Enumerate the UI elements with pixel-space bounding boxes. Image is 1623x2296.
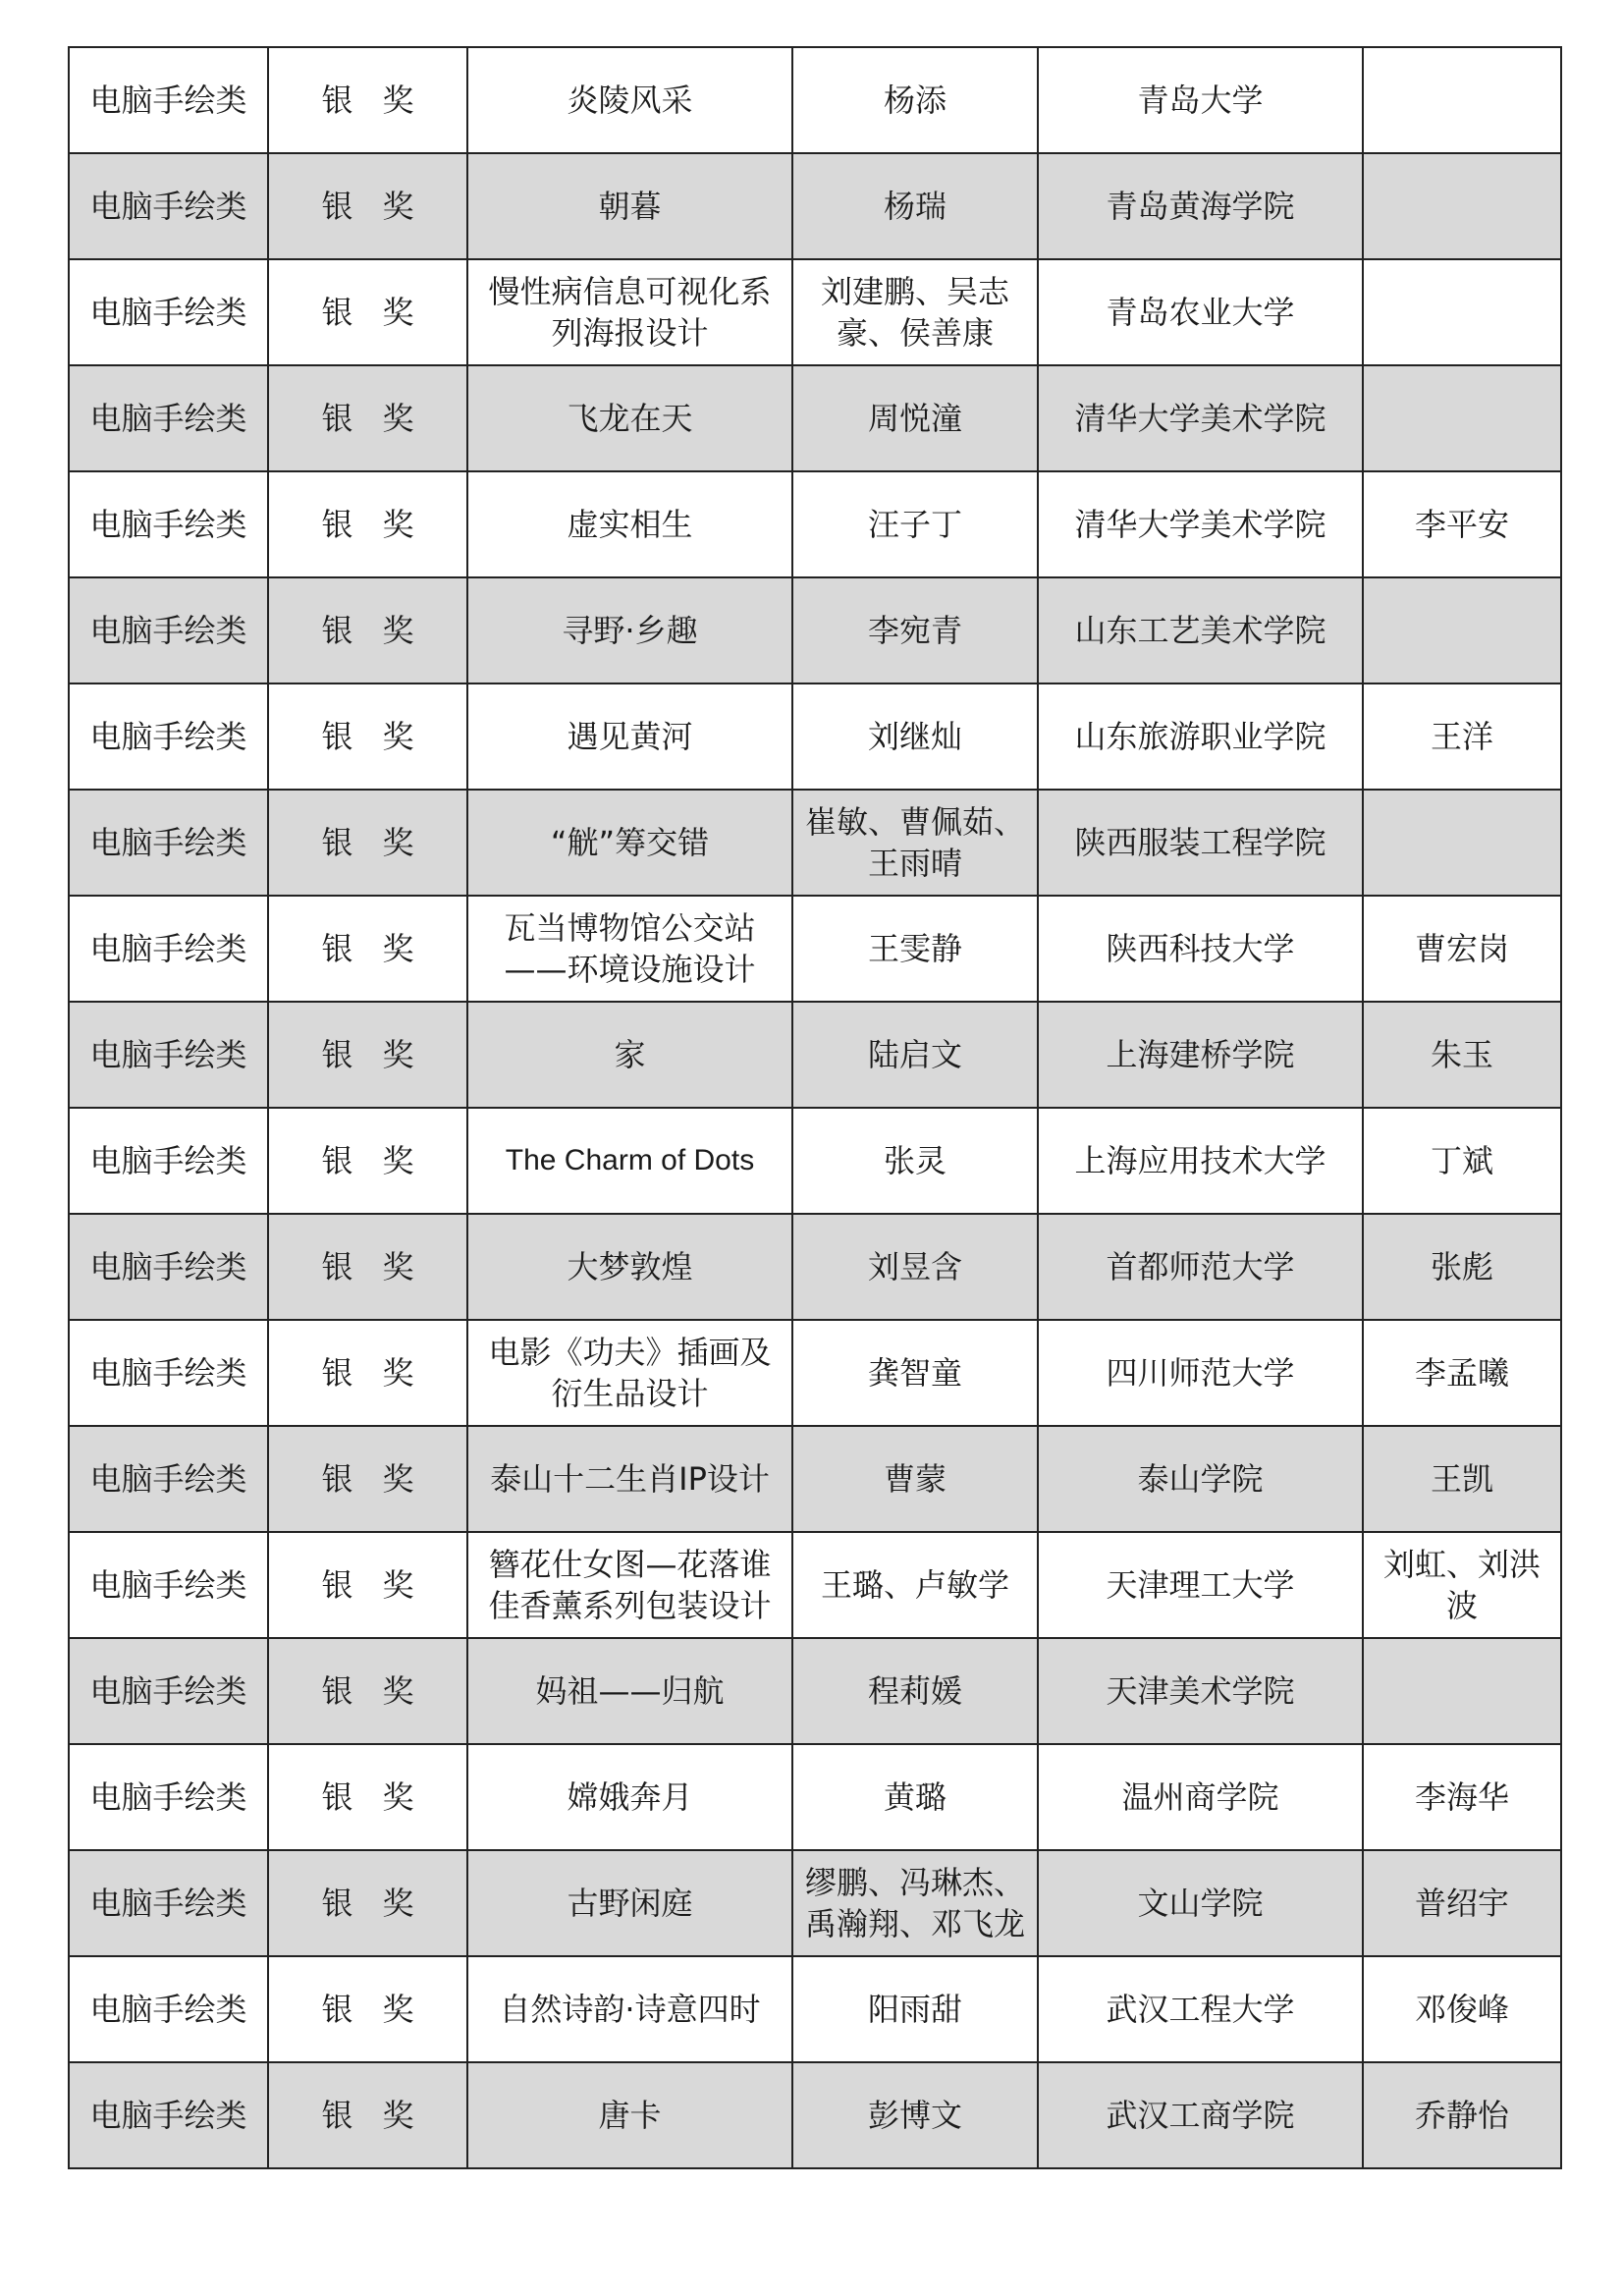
table-row — [69, 1638, 1561, 1744]
table-row — [69, 365, 1561, 471]
award-cell: 银奖 — [268, 259, 467, 365]
category-cell: 电脑手绘类 — [69, 683, 268, 790]
advisor-cell: 普绍宇 — [1363, 1850, 1561, 1956]
table-row — [69, 1956, 1561, 2062]
school-cell: 武汉工商学院 — [1038, 2062, 1363, 2168]
school-cell: 四川师范大学 — [1038, 1320, 1363, 1426]
award-cell: 银奖 — [268, 1214, 467, 1320]
school-cell: 首都师范大学 — [1038, 1214, 1363, 1320]
award-cell: 银奖 — [268, 2062, 467, 2168]
work-title-cell: 虚实相生 — [467, 471, 792, 577]
category-cell: 电脑手绘类 — [69, 1320, 268, 1426]
advisor-cell: 张彪 — [1363, 1214, 1561, 1320]
category-cell: 电脑手绘类 — [69, 47, 268, 153]
work-title-cell: 寻野·乡趣 — [467, 577, 792, 683]
table-row — [69, 577, 1561, 683]
school-cell: 天津理工大学 — [1038, 1532, 1363, 1638]
category-cell: 电脑手绘类 — [69, 1532, 268, 1638]
author-cell: 王璐、卢敏学 — [792, 1532, 1038, 1638]
advisor-cell — [1363, 153, 1561, 259]
table-row — [69, 1214, 1561, 1320]
school-cell: 青岛大学 — [1038, 47, 1363, 153]
author-cell: 张灵 — [792, 1108, 1038, 1214]
advisor-cell: 刘虹、刘洪波 — [1363, 1532, 1561, 1638]
table-row — [69, 683, 1561, 790]
table-row — [69, 1532, 1561, 1638]
work-title-cell: 遇见黄河 — [467, 683, 792, 790]
work-title-cell: 大梦敦煌 — [467, 1214, 792, 1320]
work-title-cell: 慢性病信息可视化系列海报设计 — [467, 259, 792, 365]
category-cell: 电脑手绘类 — [69, 1426, 268, 1532]
advisor-cell: 王洋 — [1363, 683, 1561, 790]
advisor-cell: 王凯 — [1363, 1426, 1561, 1532]
author-cell: 刘继灿 — [792, 683, 1038, 790]
school-cell: 武汉工程大学 — [1038, 1956, 1363, 2062]
award-cell: 银奖 — [268, 1002, 467, 1108]
author-cell: 程莉媛 — [792, 1638, 1038, 1744]
work-title-cell: 家 — [467, 1002, 792, 1108]
award-cell: 银奖 — [268, 153, 467, 259]
award-cell: 银奖 — [268, 1638, 467, 1744]
author-cell: 曹蒙 — [792, 1426, 1038, 1532]
category-cell: 电脑手绘类 — [69, 365, 268, 471]
school-cell: 温州商学院 — [1038, 1744, 1363, 1850]
award-table — [68, 46, 1562, 2169]
school-cell: 文山学院 — [1038, 1850, 1363, 1956]
author-cell: 汪子丁 — [792, 471, 1038, 577]
author-cell: 杨添 — [792, 47, 1038, 153]
school-cell: 清华大学美术学院 — [1038, 365, 1363, 471]
advisor-cell — [1363, 577, 1561, 683]
table-row — [69, 153, 1561, 259]
school-cell: 天津美术学院 — [1038, 1638, 1363, 1744]
award-cell: 银奖 — [268, 1532, 467, 1638]
school-cell: 陕西科技大学 — [1038, 896, 1363, 1002]
school-cell: 青岛农业大学 — [1038, 259, 1363, 365]
author-cell: 刘昱含 — [792, 1214, 1038, 1320]
award-cell: 银奖 — [268, 896, 467, 1002]
award-cell: 银奖 — [268, 47, 467, 153]
award-cell: 银奖 — [268, 1426, 467, 1532]
author-cell: 周悦潼 — [792, 365, 1038, 471]
author-cell: 黄璐 — [792, 1744, 1038, 1850]
advisor-cell: 李海华 — [1363, 1744, 1561, 1850]
advisor-cell — [1363, 790, 1561, 896]
award-cell: 银奖 — [268, 365, 467, 471]
category-cell: 电脑手绘类 — [69, 1744, 268, 1850]
advisor-cell: 李孟曦 — [1363, 1320, 1561, 1426]
category-cell: 电脑手绘类 — [69, 153, 268, 259]
award-cell: 银奖 — [268, 1744, 467, 1850]
table-row — [69, 790, 1561, 896]
category-cell: 电脑手绘类 — [69, 2062, 268, 2168]
school-cell: 清华大学美术学院 — [1038, 471, 1363, 577]
category-cell: 电脑手绘类 — [69, 790, 268, 896]
category-cell: 电脑手绘类 — [69, 1956, 268, 2062]
category-cell: 电脑手绘类 — [69, 1850, 268, 1956]
award-cell: 银奖 — [268, 1956, 467, 2062]
category-cell: 电脑手绘类 — [69, 1002, 268, 1108]
award-cell: 银奖 — [268, 790, 467, 896]
table-row — [69, 259, 1561, 365]
table-row — [69, 1744, 1561, 1850]
table-row — [69, 1426, 1561, 1532]
school-cell: 山东工艺美术学院 — [1038, 577, 1363, 683]
work-title-cell: “觥”筹交错 — [467, 790, 792, 896]
category-cell: 电脑手绘类 — [69, 896, 268, 1002]
author-cell: 阳雨甜 — [792, 1956, 1038, 2062]
advisor-cell: 曹宏岗 — [1363, 896, 1561, 1002]
category-cell: 电脑手绘类 — [69, 471, 268, 577]
work-title-cell: 唐卡 — [467, 2062, 792, 2168]
school-cell: 陕西服装工程学院 — [1038, 790, 1363, 896]
table-row — [69, 1850, 1561, 1956]
award-cell: 银奖 — [268, 683, 467, 790]
author-cell: 崔敏、曹佩茹、王雨晴 — [792, 790, 1038, 896]
advisor-cell — [1363, 47, 1561, 153]
school-cell: 山东旅游职业学院 — [1038, 683, 1363, 790]
award-cell: 银奖 — [268, 1850, 467, 1956]
table-row — [69, 1320, 1561, 1426]
work-title-cell: 古野闲庭 — [467, 1850, 792, 1956]
author-cell: 王雯静 — [792, 896, 1038, 1002]
advisor-cell: 李平安 — [1363, 471, 1561, 577]
author-cell: 刘建鹏、吴志豪、侯善康 — [792, 259, 1038, 365]
category-cell: 电脑手绘类 — [69, 1108, 268, 1214]
school-cell: 上海建桥学院 — [1038, 1002, 1363, 1108]
work-title-cell: The Charm of Dots — [467, 1108, 792, 1214]
table-row — [69, 896, 1561, 1002]
table-row — [69, 1108, 1561, 1214]
work-title-cell: 簪花仕女图—花落谁佳香薰系列包装设计 — [467, 1532, 792, 1638]
work-title-cell: 瓦当博物馆公交站——环境设施设计 — [467, 896, 792, 1002]
work-title-cell: 泰山十二生肖IP设计 — [467, 1426, 792, 1532]
advisor-cell: 丁斌 — [1363, 1108, 1561, 1214]
table-row — [69, 471, 1561, 577]
advisor-cell: 乔静怡 — [1363, 2062, 1561, 2168]
work-title-cell: 朝暮 — [467, 153, 792, 259]
table-row — [69, 2062, 1561, 2168]
award-cell: 银奖 — [268, 1320, 467, 1426]
school-cell: 青岛黄海学院 — [1038, 153, 1363, 259]
author-cell: 彭博文 — [792, 2062, 1038, 2168]
work-title-cell: 飞龙在天 — [467, 365, 792, 471]
author-cell: 缪鹏、冯琳杰、禹瀚翔、邓飞龙 — [792, 1850, 1038, 1956]
work-title-cell: 妈祖——归航 — [467, 1638, 792, 1744]
author-cell: 李宛青 — [792, 577, 1038, 683]
award-cell: 银奖 — [268, 577, 467, 683]
author-cell: 陆启文 — [792, 1002, 1038, 1108]
category-cell: 电脑手绘类 — [69, 1214, 268, 1320]
advisor-cell — [1363, 259, 1561, 365]
work-title-cell: 自然诗韵·诗意四时 — [467, 1956, 792, 2062]
table-row — [69, 47, 1561, 153]
advisor-cell: 邓俊峰 — [1363, 1956, 1561, 2062]
award-cell: 银奖 — [268, 1108, 467, 1214]
school-cell: 上海应用技术大学 — [1038, 1108, 1363, 1214]
work-title-cell: 嫦娥奔月 — [467, 1744, 792, 1850]
work-title-cell: 电影《功夫》插画及衍生品设计 — [467, 1320, 792, 1426]
category-cell: 电脑手绘类 — [69, 1638, 268, 1744]
school-cell: 泰山学院 — [1038, 1426, 1363, 1532]
work-title-cell: 炎陵风采 — [467, 47, 792, 153]
category-cell: 电脑手绘类 — [69, 577, 268, 683]
award-cell: 银奖 — [268, 471, 467, 577]
author-cell: 龚智童 — [792, 1320, 1038, 1426]
advisor-cell — [1363, 1638, 1561, 1744]
advisor-cell — [1363, 365, 1561, 471]
advisor-cell: 朱玉 — [1363, 1002, 1561, 1108]
category-cell: 电脑手绘类 — [69, 259, 268, 365]
table-row — [69, 1002, 1561, 1108]
author-cell: 杨瑞 — [792, 153, 1038, 259]
